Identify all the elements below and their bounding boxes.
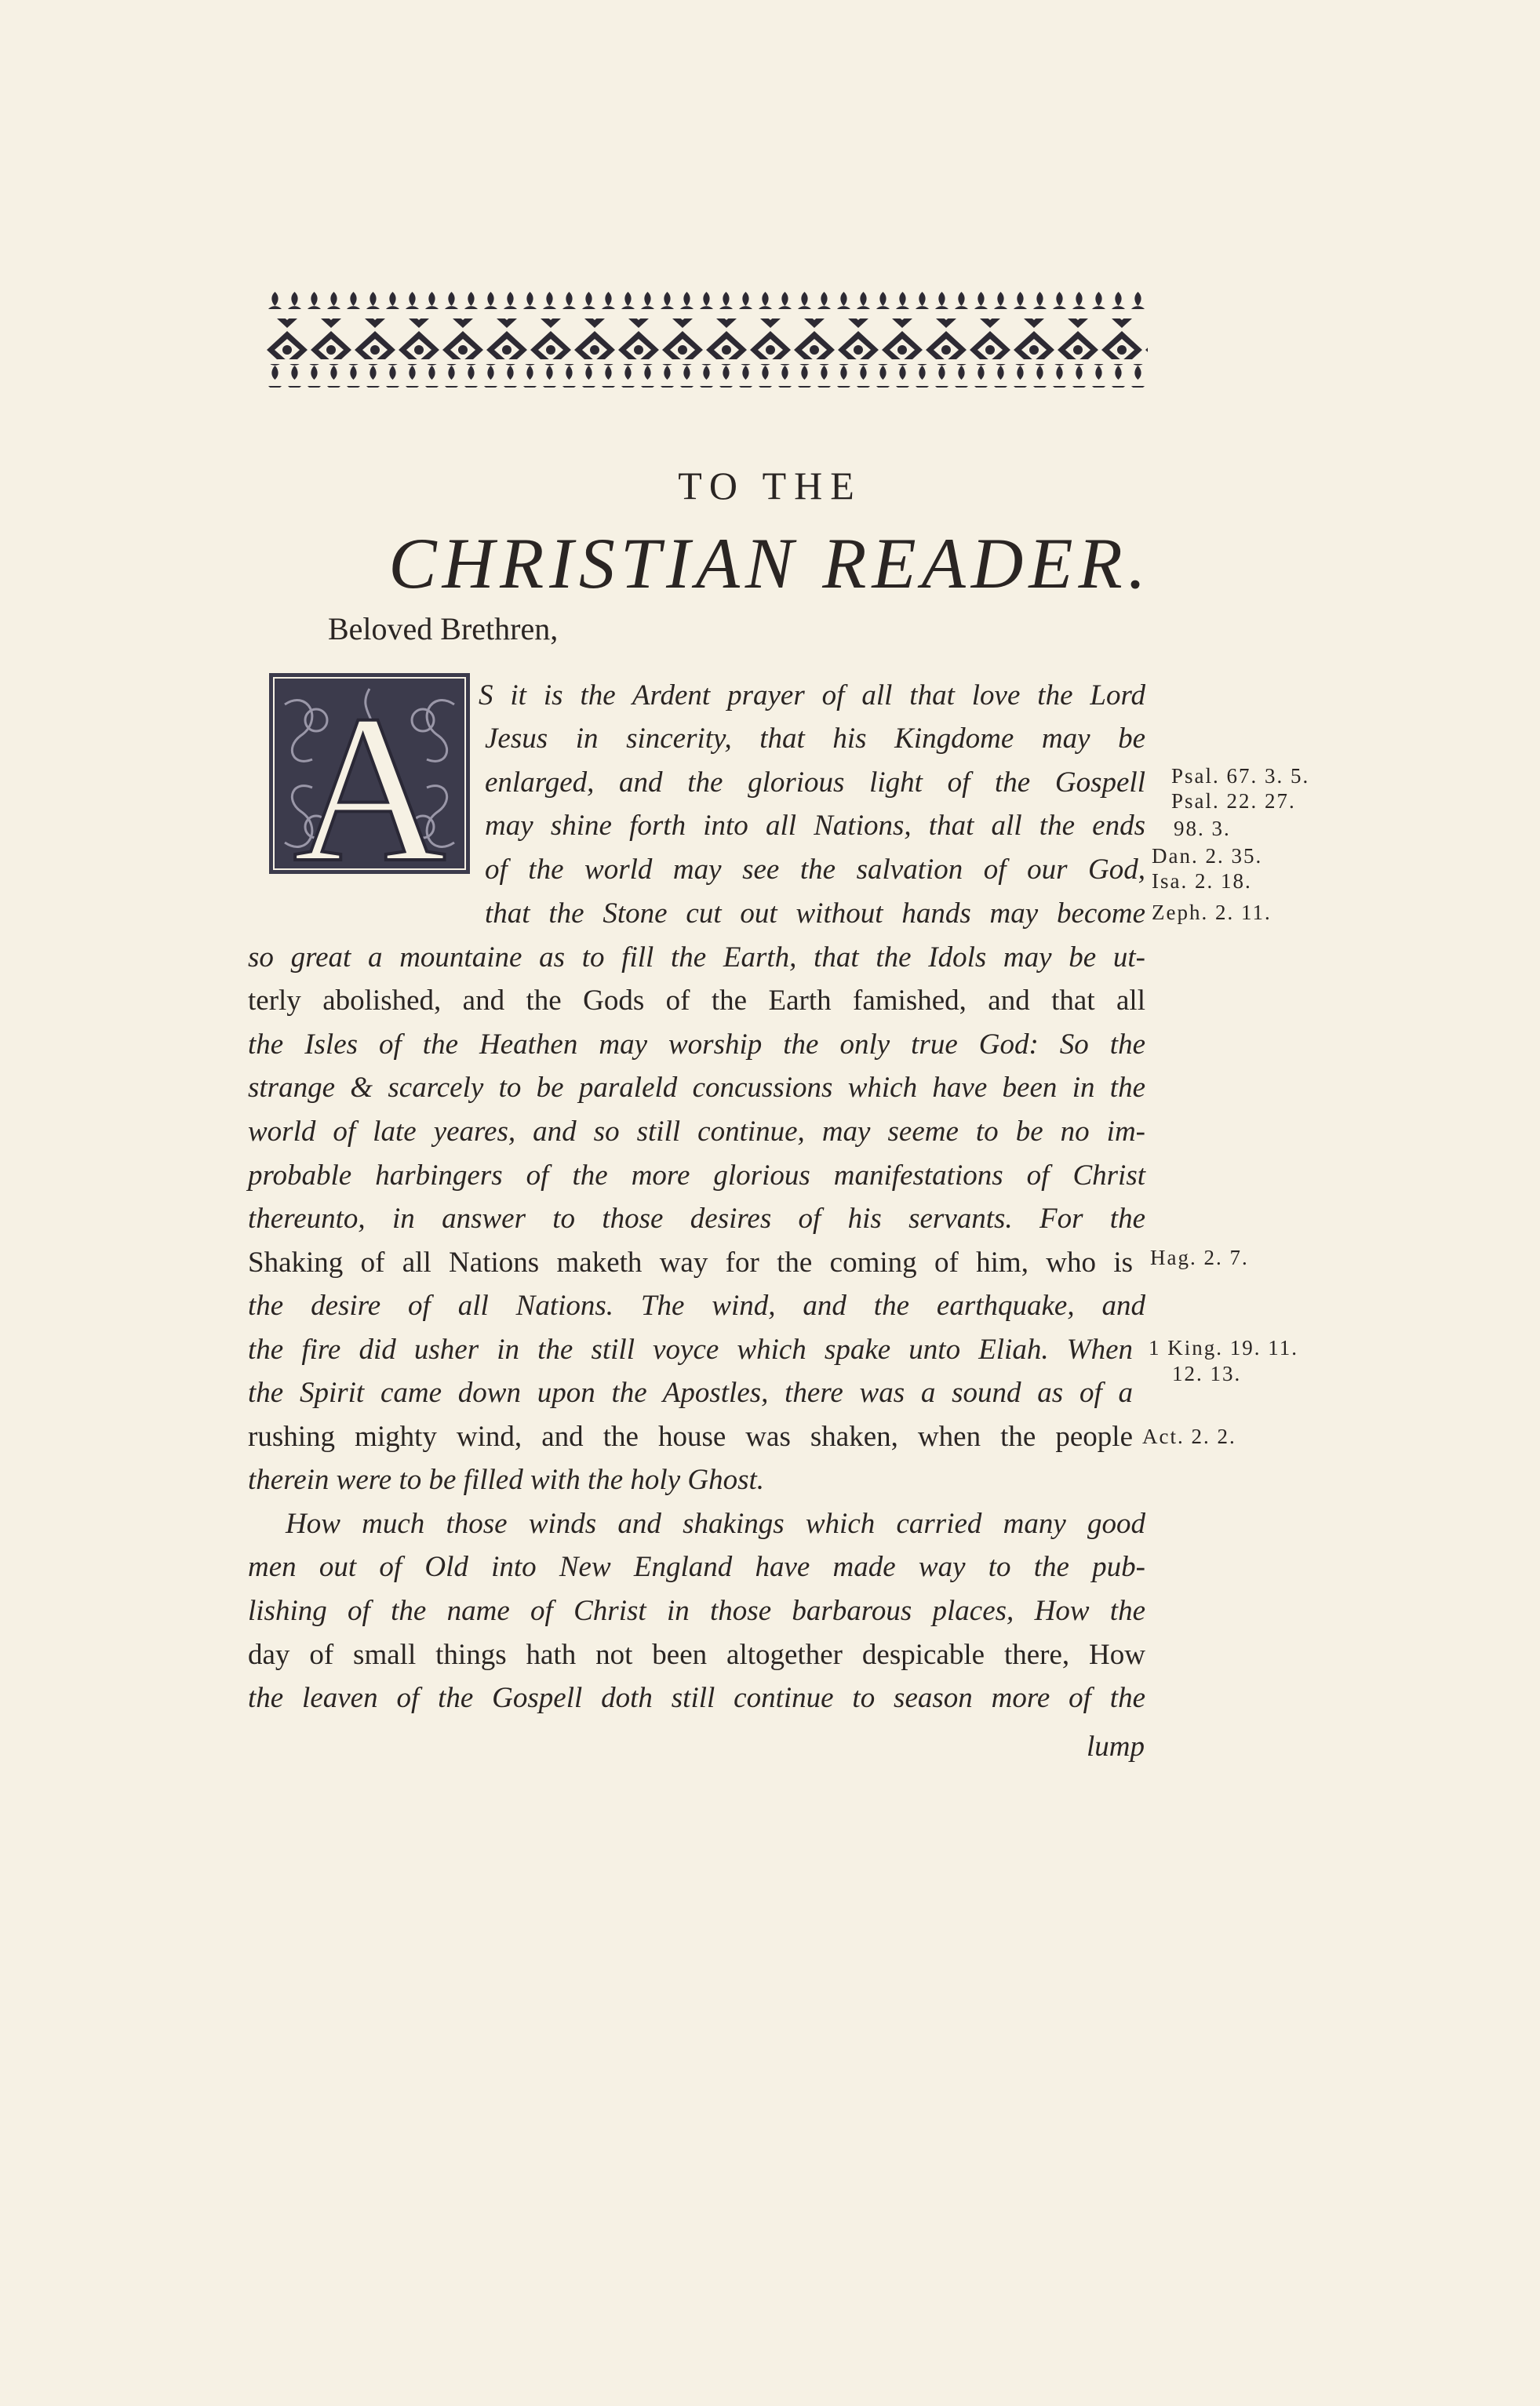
margin-note: Act. 2. 2. — [1142, 1425, 1236, 1448]
text-line: the fire did usher in the still voyce which spake unto Eliah. When — [248, 1334, 1133, 1366]
salutation: Beloved Brethren, — [328, 611, 559, 646]
text-line: terly abolished, and the Gods of the Earth famished, and that all — [248, 985, 1145, 1017]
margin-note: 1 King. 19. 11. — [1149, 1336, 1298, 1360]
page-title: CHRISTIAN READER. — [388, 523, 1152, 603]
margin-note: Hag. 2. 7. — [1150, 1246, 1249, 1269]
text-line: therein were to be filled with the holy Ghost. — [248, 1464, 765, 1496]
margin-note: 98. 3. — [1174, 817, 1231, 840]
text-line: strange & scarcely to be paraleld concussions which have been in the — [248, 1072, 1145, 1104]
title-small: TO THE — [678, 464, 862, 508]
margin-note: Zeph. 2. 11. — [1152, 901, 1272, 924]
text-line: probable harbingers of the more glorious manifestations of Christ — [248, 1159, 1145, 1192]
text-line: of the world may see the salvation of our God, — [485, 854, 1145, 886]
ornamental-header-band — [265, 289, 1148, 391]
text-line: so great a mountaine as to fill the Earth, that the Idols may be ut- — [248, 941, 1145, 974]
text-line: lishing of the name of Christ in those barbarous places, How the — [248, 1595, 1145, 1627]
text-line: Shaking of all Nations maketh way for the coming of him, who is — [248, 1247, 1133, 1279]
text-line: may shine forth into all Nations, that all the ends — [485, 810, 1145, 842]
text-line: the leaven of the Gospell doth still continue to season more of the — [248, 1682, 1145, 1714]
margin-note: 12. 13. — [1172, 1362, 1242, 1385]
text-line: that the Stone cut out without hands may become — [485, 897, 1145, 930]
margin-note: Isa. 2. 18. — [1152, 869, 1252, 893]
margin-note: Psal. 67. 3. 5. — [1171, 764, 1310, 788]
text-line: enlarged, and the glorious light of the Gospell — [485, 766, 1145, 799]
text-line: rushing mighty wind, and the house was shaken, when the people — [248, 1421, 1133, 1453]
text-line: S it is the Ardent prayer of all that love the Lord — [479, 679, 1145, 712]
text-line: Jesus in sincerity, that his Kingdome may be — [485, 723, 1145, 755]
margin-note: Psal. 22. 27. — [1171, 789, 1296, 813]
text-line: the Spirit came down upon the Apostles, there was a sound as of a — [248, 1377, 1133, 1409]
svg-text:A: A — [293, 673, 446, 874]
margin-note: Dan. 2. 35. — [1152, 844, 1263, 868]
text-line: world of late yeares, and so still continue, may seeme to be no im- — [248, 1116, 1145, 1148]
text-line: the desire of all Nations. The wind, and the earthquake, and — [248, 1290, 1145, 1322]
text-line: thereunto, in answer to those desires of his servants. For the — [248, 1203, 1145, 1235]
catchword: lump — [1087, 1731, 1145, 1763]
text-line: day of small things hath not been altogether despicable there, How — [248, 1639, 1145, 1671]
decorated-dropcap-a — [269, 673, 470, 874]
text-line: How much those winds and shakings which carried many good — [286, 1508, 1145, 1540]
text-line: the Isles of the Heathen may worship the only true God: So the — [248, 1028, 1145, 1061]
text-line: men out of Old into New England have made way to the pub- — [248, 1551, 1145, 1583]
